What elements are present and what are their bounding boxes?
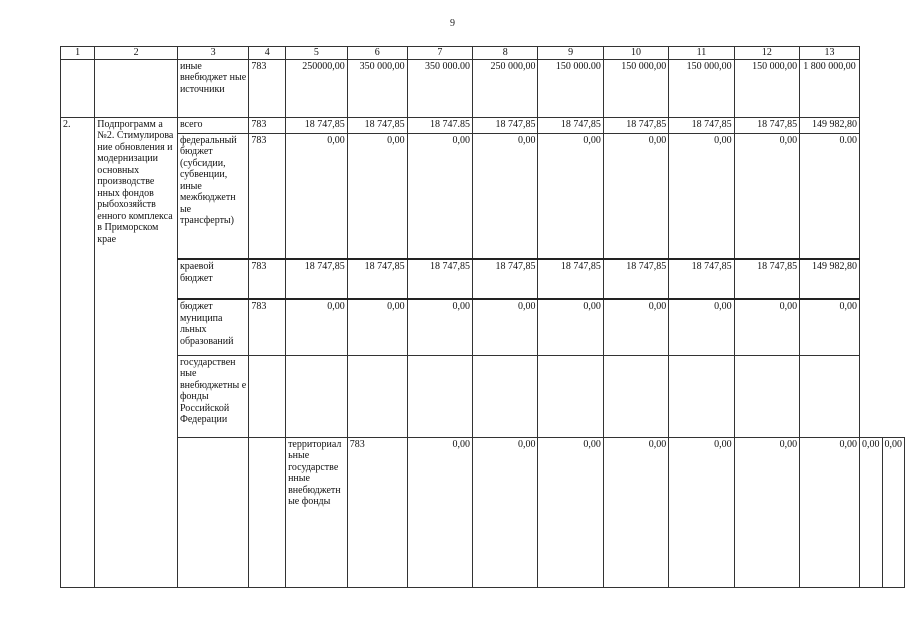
value-cell	[734, 355, 799, 437]
column-header: 10	[603, 47, 668, 60]
value-cell: 149 982,80	[800, 117, 860, 133]
page-number: 9	[450, 18, 455, 29]
value-cell: 18 747,85	[286, 117, 348, 133]
value-cell: 150 000,00	[734, 59, 799, 117]
value-cell: 150 000,00	[603, 59, 668, 117]
value-cell: 0,00	[669, 299, 734, 355]
value-cell	[407, 355, 472, 437]
subprogram-title-cell: Подпрограмм а №2. Стимулирова ние обновления и модернизации основных производстве нных фондов рыбохозяйств енного комплекса в Приморском крае	[95, 117, 178, 587]
value-cell: 0,00	[734, 133, 799, 259]
value-cell: 0,00	[347, 133, 407, 259]
row-number-cell: 2.	[61, 117, 95, 587]
value-cell: 0.00	[800, 133, 860, 259]
value-cell: 0,00	[734, 437, 799, 587]
value-cell: 18 747,85	[407, 259, 472, 299]
value-cell	[347, 355, 407, 437]
value-cell	[286, 355, 348, 437]
value-cell: 150 000,00	[669, 59, 734, 117]
column-header: 2	[95, 47, 178, 60]
table-row	[61, 259, 905, 299]
table-row	[61, 133, 905, 259]
column-header: 1	[61, 47, 95, 60]
funding-source-cell: государствен ные внебюджетны е фонды Российской Федерации	[177, 355, 248, 437]
value-cell: 250000,00	[286, 59, 348, 117]
value-cell: 18 747,85	[669, 117, 734, 133]
column-header: 3	[177, 47, 248, 60]
value-cell: 150 000.00	[538, 59, 603, 117]
subprogram-cell	[95, 59, 178, 117]
subprogram-cell	[249, 437, 286, 587]
value-cell: 18 747,85	[347, 259, 407, 299]
column-header: 4	[249, 47, 286, 60]
value-cell: 18 747,85	[473, 259, 538, 299]
value-cell: 0,00	[407, 437, 472, 587]
value-cell: 18 747,85	[538, 259, 603, 299]
code-cell: 783	[347, 437, 407, 587]
value-cell: 250 000,00	[473, 59, 538, 117]
table-row	[61, 59, 905, 117]
value-cell: 1 800 000,00	[800, 59, 860, 117]
column-header: 12	[734, 47, 799, 60]
column-header: 11	[669, 47, 734, 60]
value-cell: 0,00	[538, 437, 603, 587]
code-cell: 783	[249, 117, 286, 133]
value-cell: 18 747.85	[407, 117, 472, 133]
table-row	[61, 437, 905, 587]
table-row	[61, 355, 905, 437]
code-cell: 783	[249, 59, 286, 117]
value-cell	[603, 355, 668, 437]
value-cell: 0,00	[669, 133, 734, 259]
column-header-row	[61, 47, 905, 60]
row-number-cell	[61, 59, 95, 117]
column-header: 9	[538, 47, 603, 60]
funding-source-cell: всего	[177, 117, 248, 133]
value-cell: 0,00	[473, 437, 538, 587]
budget-table	[60, 46, 905, 588]
funding-source-cell: федеральный бюджет (субсидии, субвенции, иные межбюджетн ые трансферты)	[177, 133, 248, 259]
value-cell: 18 747,85	[603, 117, 668, 133]
value-cell: 0,00	[473, 133, 538, 259]
value-cell: 0,00	[882, 437, 905, 587]
row-number-cell	[177, 437, 248, 587]
value-cell: 18 747,85	[473, 117, 538, 133]
code-cell	[249, 355, 286, 437]
column-header: 7	[407, 47, 472, 60]
value-cell: 18 747,85	[603, 259, 668, 299]
value-cell: 0,00	[734, 299, 799, 355]
column-header: 13	[800, 47, 860, 60]
value-cell: 18 747,85	[347, 117, 407, 133]
value-cell: 0,00	[286, 299, 348, 355]
value-cell	[800, 355, 860, 437]
value-cell: 0,00	[407, 133, 472, 259]
value-cell: 18 747,85	[734, 259, 799, 299]
column-header: 8	[473, 47, 538, 60]
value-cell: 0,00	[407, 299, 472, 355]
value-cell: 0,00	[538, 299, 603, 355]
value-cell: 0,00	[473, 299, 538, 355]
code-cell: 783	[249, 133, 286, 259]
value-cell: 18 747,85	[669, 259, 734, 299]
value-cell: 18 747,85	[734, 117, 799, 133]
column-header: 6	[347, 47, 407, 60]
value-cell: 0,00	[347, 299, 407, 355]
value-cell: 18 747,85	[538, 117, 603, 133]
funding-source-cell: территориал ьные государстве нные внебюджетн ые фонды	[286, 437, 348, 587]
column-header: 5	[286, 47, 348, 60]
value-cell	[473, 355, 538, 437]
value-cell: 0,00	[286, 133, 348, 259]
value-cell: 18 747,85	[286, 259, 348, 299]
funding-source-cell: бюджет муниципа льных образований	[177, 299, 248, 355]
value-cell: 0,00	[603, 133, 668, 259]
value-cell	[538, 355, 603, 437]
value-cell: 0,00	[603, 299, 668, 355]
value-cell: 0,00	[800, 437, 860, 587]
funding-source-cell: иные внебюджет ные источники	[177, 59, 248, 117]
value-cell: 149 982,80	[800, 259, 860, 299]
value-cell: 350 000,00	[347, 59, 407, 117]
value-cell: 350 000.00	[407, 59, 472, 117]
value-cell: 0,00	[603, 437, 668, 587]
value-cell	[669, 355, 734, 437]
value-cell: 0,00	[860, 437, 883, 587]
funding-source-cell: краевой бюджет	[177, 259, 248, 299]
code-cell: 783	[249, 259, 286, 299]
value-cell: 0,00	[800, 299, 860, 355]
code-cell: 783	[249, 299, 286, 355]
table-row	[61, 299, 905, 355]
value-cell: 0,00	[538, 133, 603, 259]
value-cell: 0,00	[669, 437, 734, 587]
table-row	[61, 117, 905, 133]
